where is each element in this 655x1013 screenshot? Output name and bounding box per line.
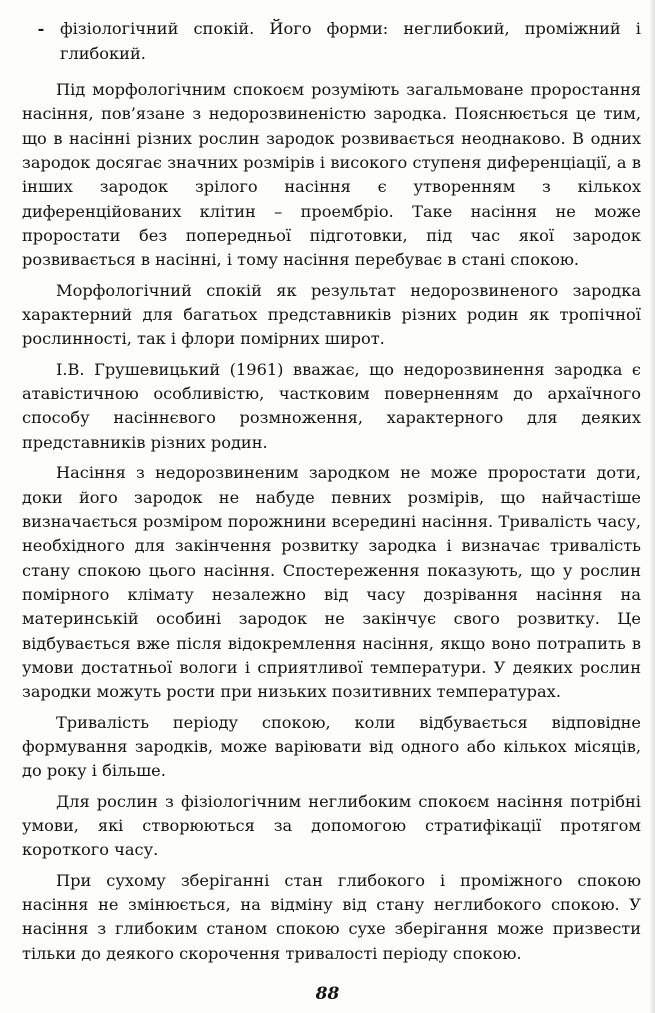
bullet-item	[22, 16, 641, 66]
paragraph-grushevitsky: І.В. Грушевицький (1961) вважає, що недорозвинення зародка є атавістичною особливістю, частковим поверненням до архаїчного способу насіннєвого розмноження, характерного для деяких представників різних родин.	[22, 359, 641, 452]
paragraph-stratification: Для рослин з фізіологічним неглибоким спокоєм насіння потрібні умови, які створюються за допомогою стратифікації протягом короткого часу.	[22, 791, 641, 860]
paragraph-dry-storage: При сухому зберіганні стан глибокого і проміжного спокою насіння не змінюється, на відміну від стану неглибокого спокою. У насіння з глибоким станом спокою сухе зберігання може призвести тільки до деякого скорочення тривалості періоду спокою.	[22, 870, 641, 963]
paragraph-dormancy-duration: Тривалість періоду спокою, коли відбувається відповідне формування зародків, може варіювати від одного або кількох місяців, до року і більше.	[22, 712, 641, 781]
paragraph-morphological-dormancy: Під морфологічним спокоєм розуміють загальмоване проростання насіння, пов’язане з недорозвиненістю зародка. Пояснюється це тим, що в насінні різних рослин зародок розвивається неоднаково. В одних зародок досягає значних розмірів і високого ступеня диференціації, а в інших зародок зрілого насіння є утворенням з кількох диференційованих клітин – проембріо. Таке насіння не може проростати без попередньої підготовки, під час якої зародок розвивається в насінні, і тому насіння перебуває в стані спокою.	[22, 80, 641, 270]
bullet-dash: -	[37, 19, 45, 38]
bullet-text: фізіологічний спокій. Його форми: неглибокий, проміжний і глибокий.	[60, 19, 641, 63]
paragraph-embryo-growth: Насіння з недорозвиненим зародком не може проростати доти, доки його зародок не набуде певних розмірів, що найчастіше визначається розміром порожнини всередині насіння. Тривалість часу, необхідного для закінчення розвитку зародка і визначає тривалість стану спокою цього насіння. Спостереження показують, що у рослин помірного клімату незалежно від часу дозрівання насіння на материнській особині зародок не закінчує свого розвитку. Це відбувається вже після відокремлення насіння, якщо воно потрапить в умови достатньої вологи і сприятливої температури. У деяких рослин зародки можуть рости при низьких позитивних температурах.	[22, 463, 641, 702]
page-number: 88	[315, 984, 340, 1004]
page-edge-shadow	[649, 0, 655, 1013]
paragraph-underdeveloped-embryo: Морфологічний спокій як результат недорозвиненого зародка характерний для багатьох представників різних родин як тропічної рослинності, так і флори помірних широт.	[22, 280, 641, 349]
